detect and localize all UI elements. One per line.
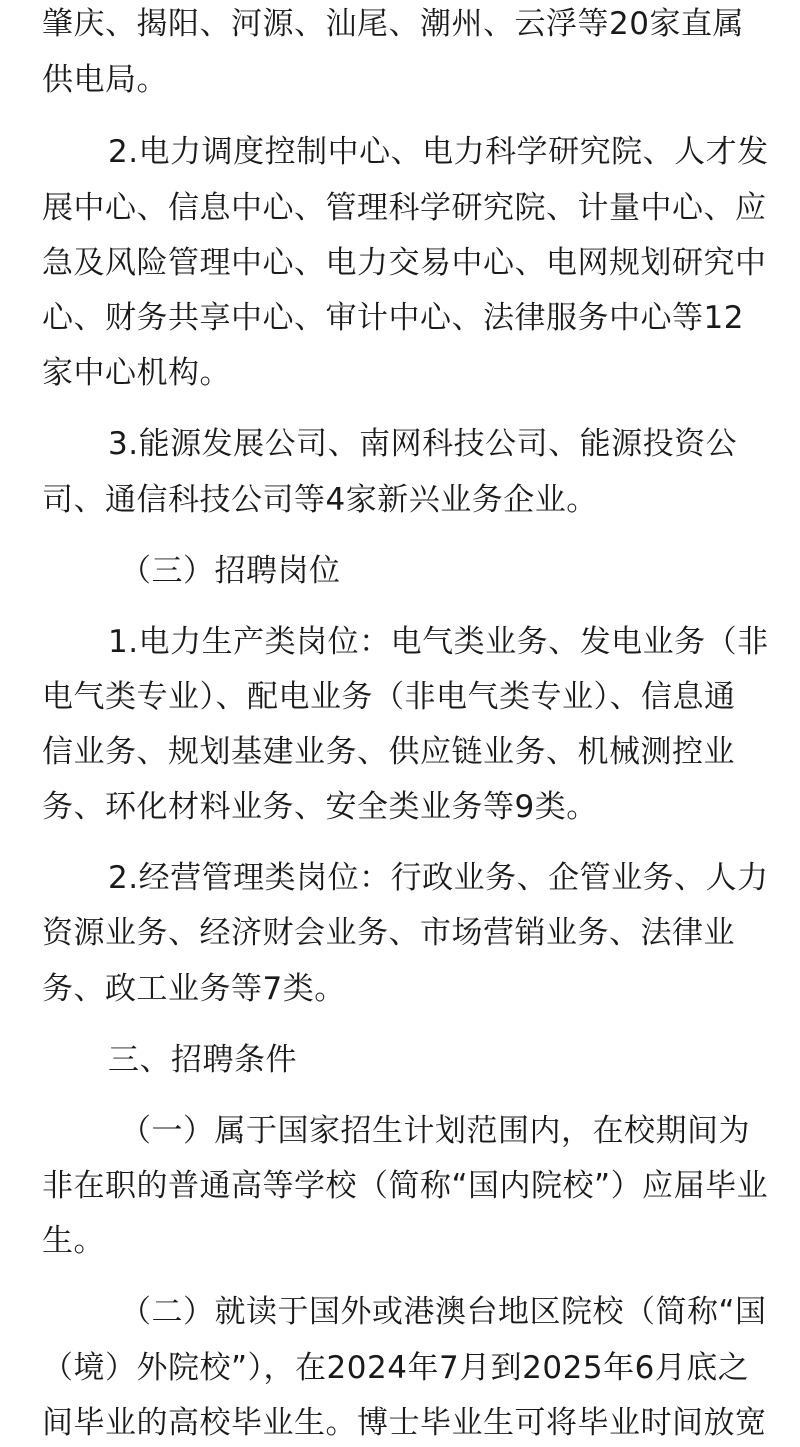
section-heading: （三）招聘岗位 xyxy=(120,553,341,589)
text-line: 2.经营管理类岗位：行政业务、企管业务、人力 xyxy=(108,860,769,896)
text-line: 生。 xyxy=(42,1223,105,1259)
text-line: 急及风险管理中心、电力交易中心、电网规划研究中 xyxy=(42,245,767,281)
text-line: （境）外院校”），在2024年7月到2025年6月底之 xyxy=(42,1350,750,1386)
text-line: 司、通信科技公司等4家新兴业务企业。 xyxy=(42,482,598,518)
text-line: 心、财务共享中心、审计中心、法律服务中心等12 xyxy=(42,300,744,336)
text-line: 资源业务、经济财会业务、市场营销业务、法律业 xyxy=(42,915,735,951)
text-line: 2.电力调度控制中心、电力科学研究院、人才发 xyxy=(108,134,769,170)
text-line: 务、政工业务等7类。 xyxy=(42,971,346,1007)
text-line: 3.能源发展公司、南网科技公司、能源投资公 xyxy=(108,426,738,462)
text-line: （二）就读于国外或港澳台地区院校（简称“国 xyxy=(120,1294,767,1330)
text-line: （一）属于国家招生计划范围内，在校期间为 xyxy=(120,1113,750,1149)
text-line: 务、环化材料业务、安全类业务等9类。 xyxy=(42,789,598,825)
text-line: 非在职的普通高等学校（简称“国内院校”）应届毕业 xyxy=(42,1168,769,1204)
text-line: 间毕业的高校毕业生。博士毕业生可将毕业时间放宽 xyxy=(42,1405,767,1441)
text-line: 展中心、信息中心、管理科学研究院、计量中心、应 xyxy=(42,190,767,226)
text-line: 供电局。 xyxy=(42,62,168,98)
text-line: 家中心机构。 xyxy=(42,355,231,391)
section-heading: 三、招聘条件 xyxy=(108,1042,297,1078)
text-line: 电气类专业）、配电业务（非电气类专业）、信息通 xyxy=(42,679,736,715)
text-line: 信业务、规划基建业务、供应链业务、机械测控业 xyxy=(42,734,735,770)
text-line: 肇庆、揭阳、河源、汕尾、潮州、云浮等20家直属 xyxy=(42,6,744,42)
text-line: 1.电力生产类岗位：电气类业务、发电业务（非 xyxy=(108,624,769,660)
